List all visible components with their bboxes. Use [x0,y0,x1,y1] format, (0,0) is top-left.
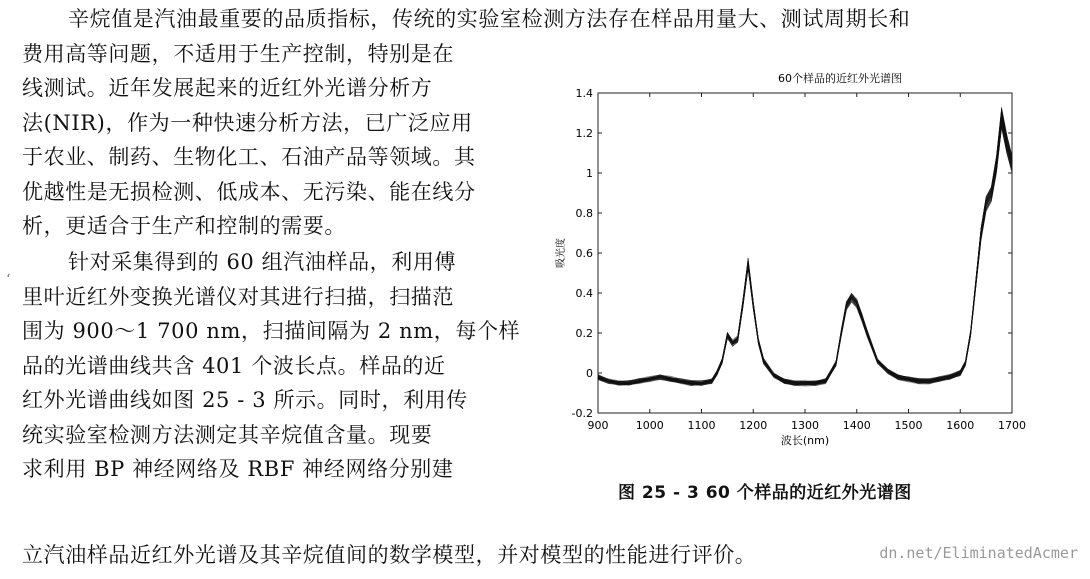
text-line: 品的光谱曲线共含 401 个波长点。样品的近 [22,353,446,378]
text-line: 优越性是无损检测、低成本、无污染、能在线分 [22,179,476,204]
spectrum-figure [548,66,1068,516]
spectrum-line [598,120,1012,382]
spectrum-line [598,107,1012,383]
spectrum-line [598,126,1012,386]
spectrum-line [598,121,1012,386]
y-tick-label: 1.2 [575,127,593,140]
spectrum-line [598,115,1012,383]
text-line: 里叶近红外变换光谱仪对其进行扫描，扫描范 [22,284,454,309]
text-line: 费用高等问题，不适用于生产控制，特别是在 [22,41,454,66]
spectrum-line [598,126,1012,385]
spectrum-line [598,118,1012,384]
spectrum-line [598,121,1012,383]
x-tick-label: 1000 [635,419,664,432]
text-line: 针对采集得到的 60 组汽油样品，利用傅 [68,250,457,274]
text-line: 析，更适合于生产和控制的需要。 [22,214,346,238]
chart-title: 60个样品的近红外光谱图 [778,72,902,85]
spectrum-line [598,119,1012,384]
spectrum-line [598,126,1012,384]
text-line: 辛烷值是汽油最重要的品质指标，传统的实验室检测方法存在样品用量大、测试周期长和 [68,7,911,31]
spectrum-line [598,118,1012,383]
spectrum-line [598,127,1012,385]
text-line: 法(NIR)，作为一种快速分析方法，已广泛应用 [22,110,473,135]
spectrum-line [598,126,1012,384]
y-tick-label: 0.4 [575,287,593,300]
y-tick-label: 0 [586,367,593,380]
spectrum-line [598,116,1012,382]
spectrum-line [598,119,1012,383]
spectrum-line [598,111,1012,383]
spectrum-line [598,123,1012,385]
plot-frame [598,93,1012,413]
x-tick-label: 1300 [791,419,819,432]
spectrum-line [598,115,1012,384]
spectrum-line [598,127,1012,385]
y-axis [572,87,1012,420]
spectrum-line [598,109,1012,384]
spectrum-line [598,116,1012,381]
scan-mark: ʻ [6,272,11,288]
text-line: 统实验室检测方法测定其辛烷值含量。现要 [22,422,433,447]
text-line-last: 立汽油样品近红外光谱及其辛烷值间的数学模型，并对模型的性能进行评价。 [22,543,757,567]
x-tick-label: 1500 [894,419,923,432]
y-tick-label: 1 [586,167,593,180]
text-line: 求利用 BP 神经网络及 RBF 神经网络分别建 [22,457,454,481]
x-tick-label: 1600 [946,419,975,432]
spectrum-line [598,120,1012,384]
spectrum-line [598,124,1012,384]
x-tick-label: 1400 [842,419,871,432]
spectrum-line [598,110,1012,382]
text-line: 围为 900～1 700 nm，扫描间隔为 2 nm，每个样 [22,319,521,343]
y-tick-label: 0.6 [575,247,593,260]
spectrum-line [598,114,1012,382]
spectrum-chart [548,66,1068,478]
spectrum-line [598,121,1012,382]
figure-caption: 图 25 - 3 60 个样品的近红外光谱图 [618,483,912,503]
series-lines [598,107,1012,386]
spectrum-line [598,109,1012,384]
x-tick-label: 1700 [998,419,1026,432]
spectrum-line [598,118,1012,384]
y-tick-label: 0.8 [575,207,593,220]
spectrum-line [598,119,1012,385]
spectrum-line [598,110,1012,383]
spectrum-line [598,120,1012,384]
spectrum-line [598,116,1012,384]
text-line: 红外光谱曲线如图 25 - 3 所示。同时，利用传 [22,388,468,412]
spectrum-line [598,111,1012,387]
spectrum-line [598,119,1012,382]
spectrum-line [598,113,1012,386]
spectrum-line [598,123,1012,384]
spectrum-line [598,114,1012,384]
spectrum-line [598,117,1012,385]
spectrum-line [598,115,1012,382]
spectrum-line [598,126,1012,386]
spectrum-line [598,129,1012,386]
x-tick-label: 900 [587,419,609,432]
y-tick-label: -0.2 [571,407,593,420]
x-tick-label: 1100 [687,419,716,432]
paragraph-method [22,245,520,487]
spectrum-line [598,112,1012,384]
spectrum-line [598,122,1012,383]
text-line: 线测试。近年发展起来的近红外光谱分析方 [22,76,433,100]
text-line: 于农业、制药、生物化工、石油产品等领域。其 [22,145,476,169]
spectrum-line [598,116,1012,384]
spectrum-line [598,112,1012,384]
spectrum-line [598,118,1012,385]
spectrum-line [598,128,1012,385]
spectrum-line [598,109,1012,384]
spectrum-line [598,116,1012,385]
y-tick-label: 1.4 [575,87,593,100]
spectrum-line [598,111,1012,384]
spectrum-line [598,119,1012,383]
spectrum-line [598,112,1012,383]
spectrum-line [598,121,1012,384]
y-axis-label: 吸光度 [556,238,567,268]
y-tick-label: 0.2 [575,327,593,340]
spectrum-line [598,115,1012,385]
watermark: dn.net/EliminatedAcmer [879,544,1078,562]
spectrum-line [598,121,1012,383]
spectrum-line [598,108,1012,385]
spectrum-line [598,113,1012,386]
spectrum-line [598,110,1012,385]
spectrum-line [598,124,1012,384]
spectrum-line [598,113,1012,384]
x-axis-label: 波长(nm) [780,434,830,447]
x-tick-label: 1200 [739,419,768,432]
